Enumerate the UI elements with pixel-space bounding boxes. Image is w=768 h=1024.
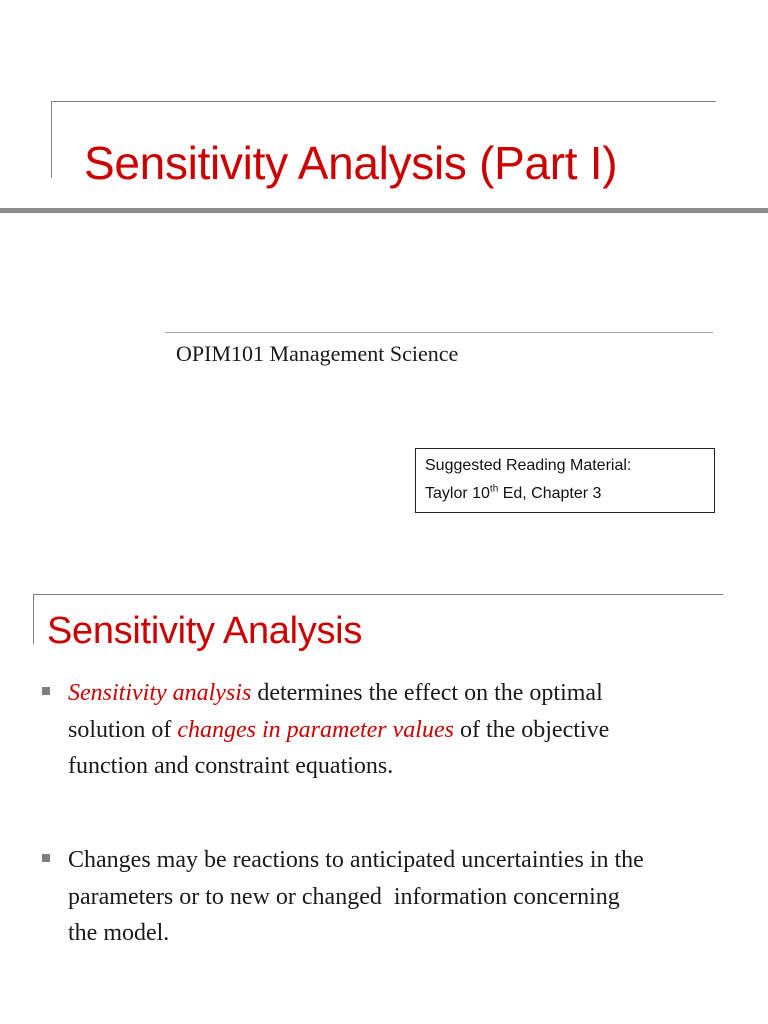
- emphasis-term: Sensitivity analysis: [68, 680, 252, 706]
- slide2-top-rule: [33, 594, 723, 595]
- bullet-text: [68, 675, 609, 785]
- bullet-line: parameters or to new or changed information concerning: [68, 883, 620, 910]
- bullet-item: [42, 675, 742, 785]
- slide-divider-band: [0, 208, 768, 213]
- square-bullet-icon: [42, 854, 50, 862]
- reading-book-sup: th: [489, 483, 499, 495]
- course-subtitle: OPIM101 Management Science: [176, 341, 459, 366]
- reading-book-post: Ed, Chapter 3: [498, 485, 602, 502]
- reading-book: [425, 483, 714, 505]
- reading-heading: Suggested Reading Material:: [425, 457, 632, 474]
- square-bullet-icon: [42, 687, 50, 695]
- subtitle-rule: [165, 332, 713, 333]
- bullet-line: Changes may be reactions to anticipated uncertainties in the: [68, 847, 644, 873]
- reading-book-pre: Taylor 10: [425, 485, 490, 502]
- slide1-top-rule: [51, 101, 716, 102]
- bullet-line: [68, 675, 609, 712]
- suggested-reading-box: [415, 448, 715, 513]
- slide1-left-rule: [51, 101, 52, 178]
- emphasis-term: changes in parameter values: [177, 716, 454, 743]
- slide1-title: Sensitivity Analysis (Part I): [84, 137, 618, 189]
- bullet-line: function and constraint equations.: [68, 753, 394, 779]
- bullet-line: [68, 712, 609, 749]
- bullet-text-run: determines the effect on the optimal: [251, 680, 603, 706]
- bullet-line: the model.: [68, 920, 170, 946]
- bullet-text: [68, 842, 644, 952]
- bullet-text-run: solution of: [68, 716, 178, 743]
- bullet-text-run: of the objective: [453, 716, 610, 743]
- slide2-title: Sensitivity Analysis: [47, 610, 363, 652]
- bullet-item: [42, 842, 742, 952]
- slide2-left-rule: [33, 594, 34, 644]
